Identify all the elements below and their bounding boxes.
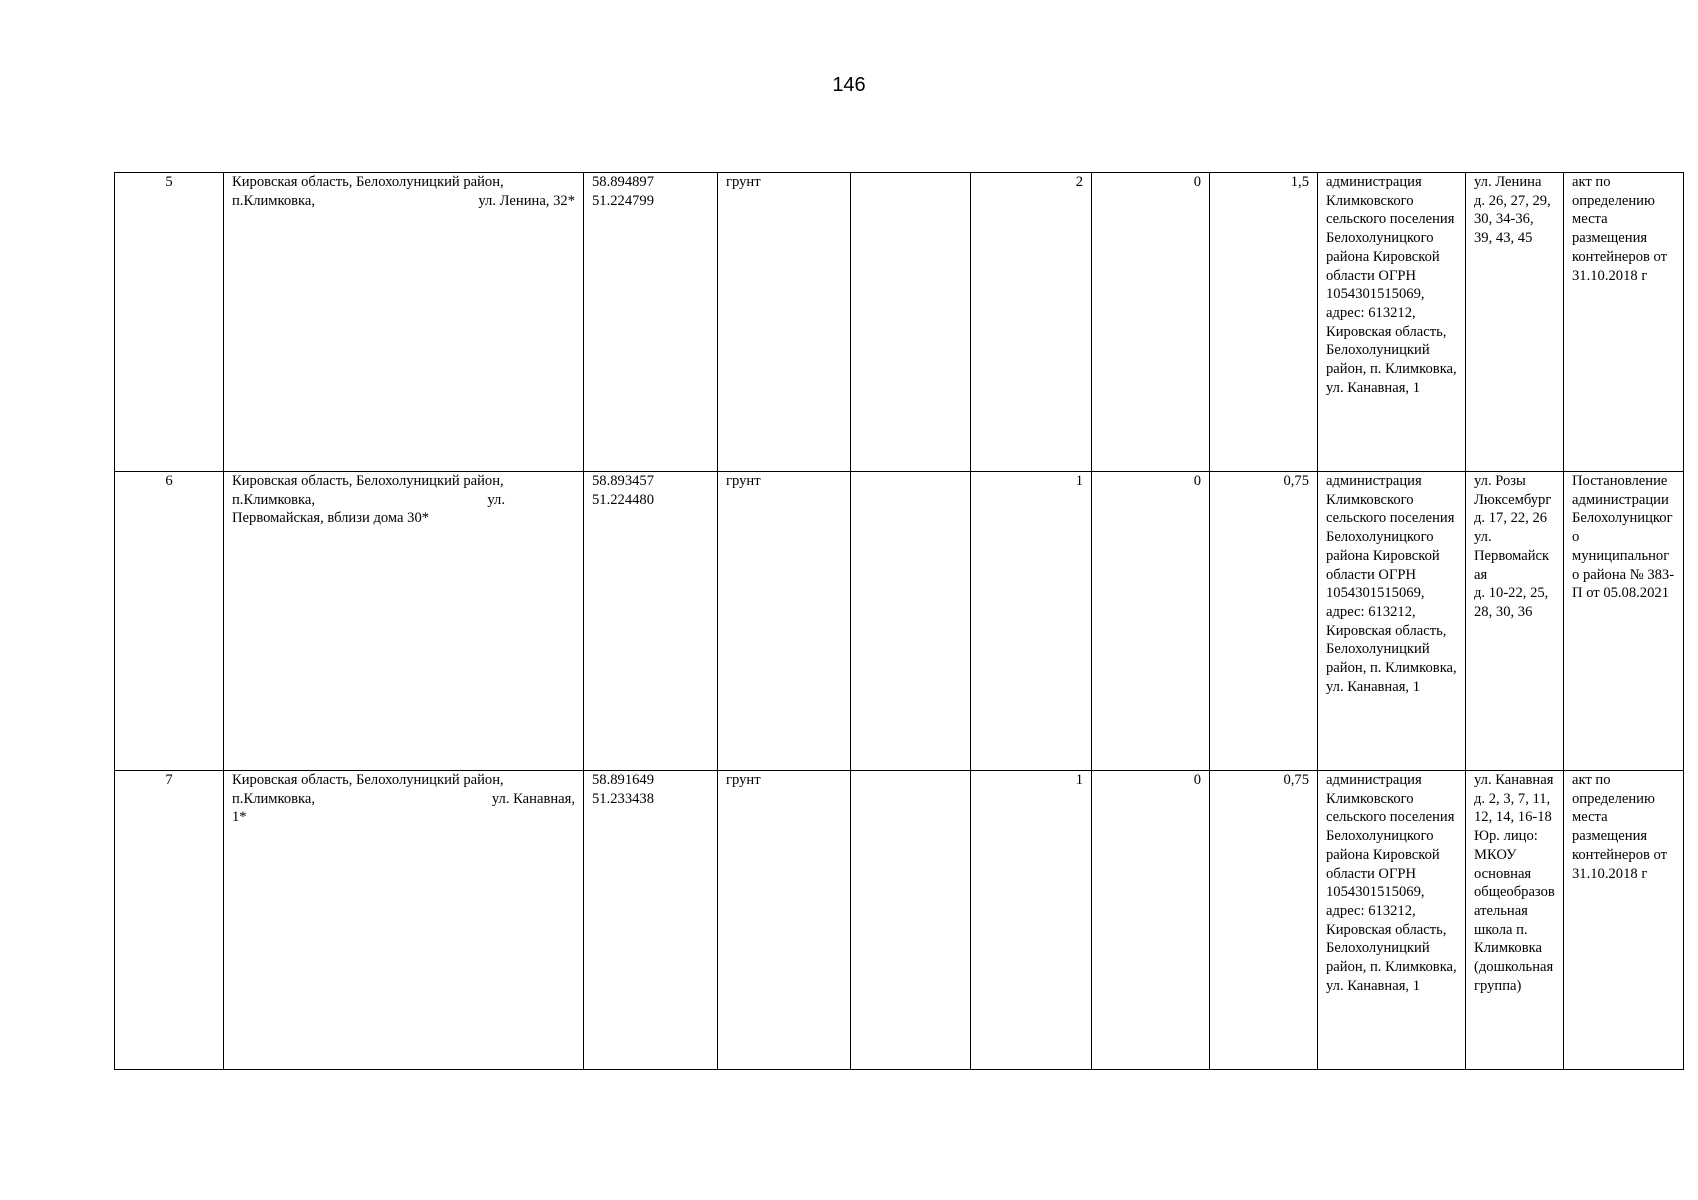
address-settlement: п.Климковка, [232, 790, 316, 807]
address-street: ул. [487, 491, 505, 508]
address-line: Кировская область, Белохолуницкий район, [232, 473, 504, 489]
document-cell: акт по определению места размещения контейнеров от 31.10.2018 г [1564, 771, 1684, 1070]
surface-cell: грунт [718, 771, 851, 1070]
owner-cell: администрация Климковского сельского поселения Белохолуницкого района Кировской области ОГРН 1054301515069, адрес: 613212, Кировская область, Белохолуницкий район, п. Климковка, ул. Канавная, 1 [1318, 771, 1466, 1070]
table-row [115, 771, 1684, 1070]
address-street: ул. Ленина, 32* [478, 192, 575, 209]
containers-count: 1 [971, 472, 1092, 771]
container-volume: 0,75 [1210, 771, 1318, 1070]
longitude: 51.224480 [592, 491, 655, 508]
area-cell [851, 472, 971, 771]
owner-cell: администрация Климковского сельского поселения Белохолуницкого района Кировской области ОГРН 1054301515069, адрес: 613212, Кировская область, Белохолуницкий район, п. Климковка, ул. Канавная, 1 [1318, 472, 1466, 771]
table-row [115, 173, 1684, 472]
latitude: 58.893457 [592, 473, 655, 489]
address-street: ул. Канавная, [491, 790, 575, 807]
registry-table [114, 172, 1684, 1070]
surface-cell: грунт [718, 472, 851, 771]
page-number: 146 [832, 74, 866, 96]
waste-source: д. 10-22, 25, 28, 30, 36 [1474, 585, 1549, 620]
address-line: Кировская область, Белохолуницкий район, [232, 174, 504, 190]
owner-cell: администрация Климковского сельского поселения Белохолуницкого района Кировской области ОГРН 1054301515069, адрес: 613212, Кировская область, Белохолуницкий район, п. Климковка, ул. Канавная, 1 [1318, 173, 1466, 472]
waste-source: ул. Канавная д. 2, 3, 7, 11, 12, 14, 16-18 [1474, 772, 1554, 826]
table-row [115, 472, 1684, 771]
address-cell [224, 472, 584, 771]
container-volume: 0,75 [1210, 472, 1318, 771]
latitude: 58.894897 [592, 174, 655, 190]
waste-source: ул. Ленина д. 26, 27, 29, 30, 34-36, 39, 43, 45 [1474, 174, 1551, 247]
address-cell [224, 771, 584, 1070]
bunkers-count: 0 [1092, 173, 1210, 472]
waste-source: ул. Первомайская [1474, 529, 1550, 583]
coordinates-cell [584, 472, 718, 771]
document-cell: Постановление администрации Белохолуницкого муниципального района № 383-П от 05.08.2021 [1564, 472, 1684, 771]
area-cell [851, 173, 971, 472]
address-settlement: п.Климковка, [232, 491, 316, 508]
waste-sources-cell [1466, 771, 1564, 1070]
container-volume: 1,5 [1210, 173, 1318, 472]
longitude: 51.224799 [592, 192, 655, 209]
area-cell [851, 771, 971, 1070]
address-line [232, 491, 575, 510]
address-line: Первомайская, вблизи дома 30* [232, 510, 430, 527]
waste-source: Юр. лицо: МКОУ основная общеобразовательная школа п. Климковка (дошкольная группа) [1474, 828, 1555, 994]
waste-source: ул. Розы Люксембург [1474, 473, 1552, 508]
coordinates-cell [584, 173, 718, 472]
row-number: 6 [115, 472, 224, 771]
containers-count: 2 [971, 173, 1092, 472]
bunkers-count: 0 [1092, 472, 1210, 771]
address-line: 1* [232, 809, 247, 826]
containers-count: 1 [971, 771, 1092, 1070]
address-line [232, 790, 575, 809]
bunkers-count: 0 [1092, 771, 1210, 1070]
surface-cell: грунт [718, 173, 851, 472]
address-settlement: п.Климковка, [232, 192, 316, 209]
waste-sources-cell [1466, 173, 1564, 472]
document-cell: акт по определению места размещения контейнеров от 31.10.2018 г [1564, 173, 1684, 472]
address-line [232, 192, 575, 211]
address-cell [224, 173, 584, 472]
waste-sources-cell [1466, 472, 1564, 771]
coordinates-cell [584, 771, 718, 1070]
row-number: 5 [115, 173, 224, 472]
longitude: 51.233438 [592, 790, 655, 807]
address-line: Кировская область, Белохолуницкий район, [232, 772, 504, 788]
latitude: 58.891649 [592, 772, 655, 788]
row-number: 7 [115, 771, 224, 1070]
waste-source: д. 17, 22, 26 [1474, 510, 1548, 527]
